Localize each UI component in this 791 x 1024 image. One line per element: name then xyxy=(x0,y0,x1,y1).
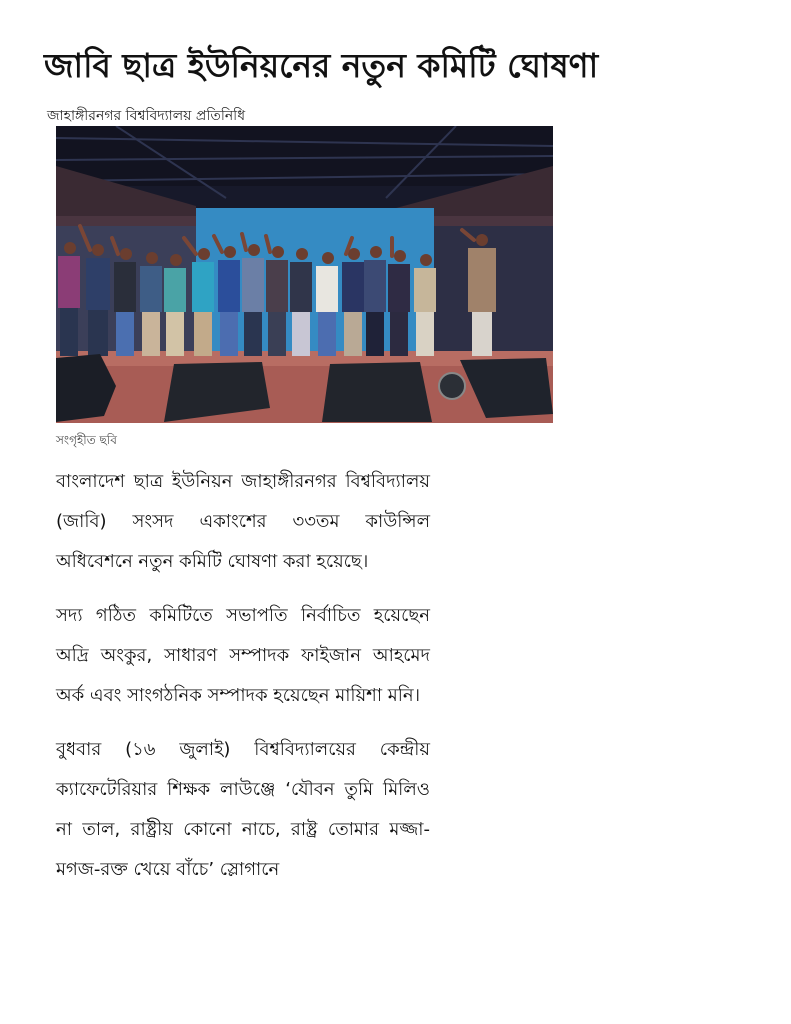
article-paragraph: বাংলাদেশ ছাত্র ইউনিয়ন জাহাঙ্গীরনগর বিশ্ববিদ্যালয় (জাবি) সংসদ একাংশের ৩৩তম কাউন্সিল অধিবেশনে নতুন কমিটি ঘোষণা করা হয়েছে। xyxy=(56,471,430,572)
article-paragraph: সদ্য গঠিত কমিটিতে সভাপতি নির্বাচিত হয়েছেন অদ্রি অংকুর, সাধারণ সম্পাদক ফাইজান আহমেদ অর্ক এবং সাংগঠনিক সম্পাদক হয়েছেন মায়িশা মনি। xyxy=(56,605,430,706)
article-byline: জাহাঙ্গীরনগর বিশ্ববিদ্যালয় প্রতিনিধি xyxy=(47,108,246,124)
article-body xyxy=(56,462,430,904)
article-headline: জাবি ছাত্র ইউনিয়নের নতুন কমিটি ঘোষণা xyxy=(44,46,599,85)
article-photo xyxy=(56,126,553,423)
article-paragraph: বুধবার (১৬ জুলাই) বিশ্ববিদ্যালয়ের কেন্দ্রীয় ক্যাফেটেরিয়ার শিক্ষক লাউঞ্জে ‘যৌবন তুমি মিলিও না তাল, রাষ্ট্রীয় কোনো নাচে, রাষ্ট্র তোমার মজ্জা-মগজ-রক্ত খেয়ে বাঁচে’ স্লোগানে xyxy=(56,739,430,880)
photo-caption: সংগৃহীত ছবি xyxy=(56,433,117,447)
stage-group-photo xyxy=(56,126,553,423)
